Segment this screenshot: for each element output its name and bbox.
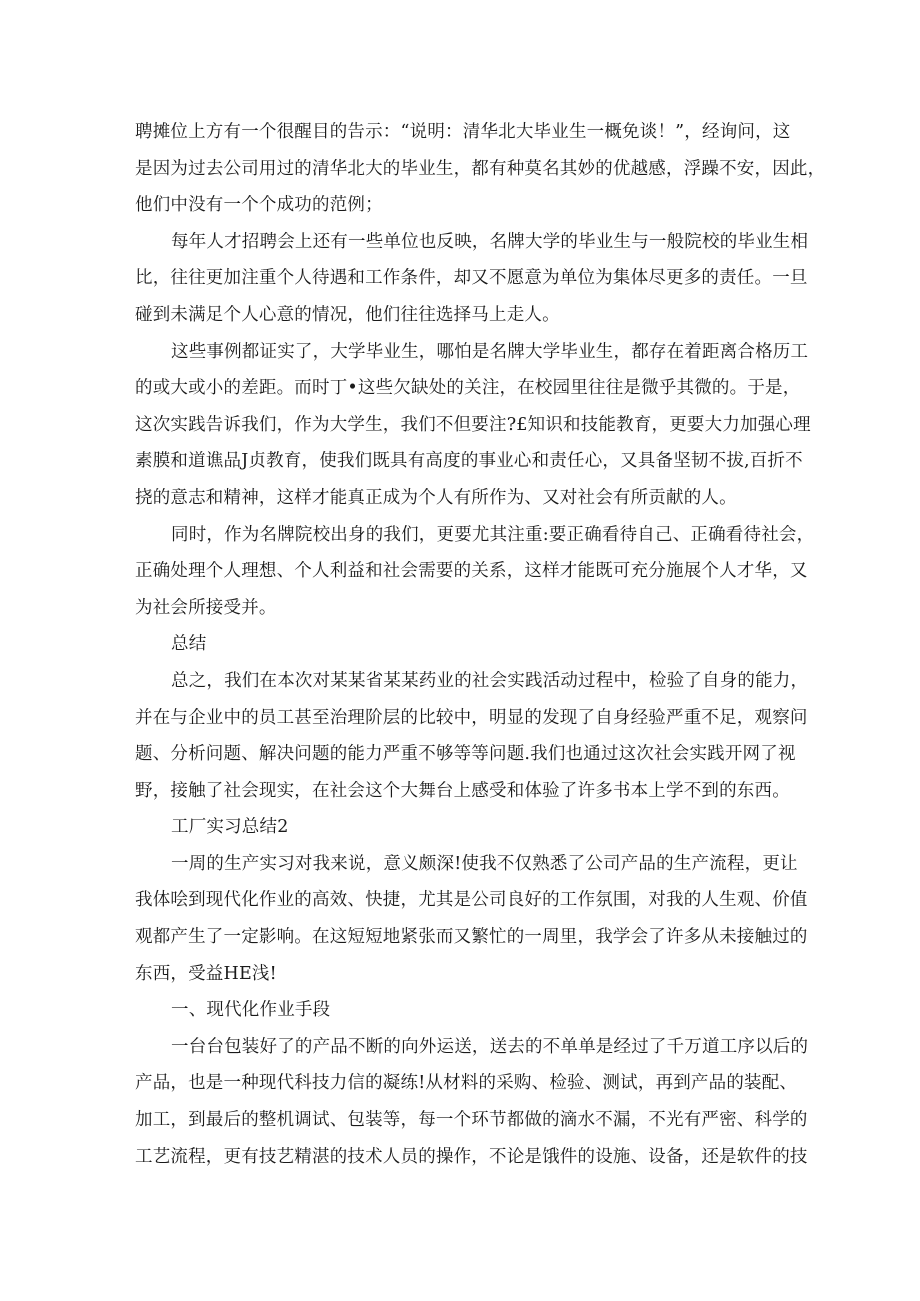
text-line: 工厂实习总结2 — [171, 817, 289, 838]
text-line: 总结 — [171, 634, 207, 655]
text-line: 同时，作为名牌院校出身的我们，更要尤其注重:要正确看待自己、正确看待社会， — [171, 524, 815, 545]
text-line: 他们中没有一个个成功的范例； — [135, 195, 383, 216]
text-line: 正确处理个人理想、个人利益和社会需要的关系，这样才能既可充分施展个人才华，又 — [135, 561, 808, 582]
text-line: 观都产生了一定影响。在这短短地紧张而又繁忙的一周里，我学会了许多从未接触过的 — [135, 927, 808, 948]
text-line: 一台台包装好了的产品不断的向外运送，送去的不单单是经过了千万道工序以后的 — [171, 1036, 809, 1057]
text-line: 碰到未满足个人心意的情况，他们往往选择马上走人。 — [135, 304, 560, 325]
text-line: 总之，我们在本次对某某省某某药业的社会实践活动过程中，检验了自身的能力， — [171, 670, 809, 691]
text-line: 一周的生产实习对我来说，意义颇深!使我不仅熟悉了公司产品的生产流程，更让 — [171, 853, 798, 874]
text-line: 的或大或小的差距。而时丁•这些欠缺处的关注，在校园里往往是微乎其微的。于是， — [135, 378, 801, 399]
text-line: 比，往往更加注重个人待遇和工作条件，却又不愿意为单位为集体尽更多的责任。一旦 — [135, 268, 808, 289]
text-line: 每年人才招聘会上还有一些单位也反映，名牌大学的毕业生与一般院校的毕业生相 — [171, 231, 809, 252]
text-line: 并在与企业中的员工甚至治理阶层的比较中，明显的发现了自身经验严重不足，观察问 — [135, 707, 808, 728]
text-line: 东西，受益HE浅! — [135, 963, 277, 984]
text-line: 聘摊位上方有一个很醒目的告示：“说明：清华北大毕业生一概免谈！”，经询问，这 — [135, 122, 791, 142]
text-line: 题、分析问题、解决问题的能力严重不够等等问题.我们也通过这次社会实践开网了视 — [135, 744, 796, 765]
text-line: 野，接触了社会现实，在社会这个大舞台上感受和体验了许多书本上学不到的东西。 — [135, 780, 790, 801]
text-line: 这些事例都证实了，大学毕业生，哪怕是名牌大学毕业生，都存在着距离合格历工 — [171, 341, 809, 362]
document-body — [135, 114, 826, 1175]
text-line: 是因为过去公司用过的清华北大的毕业生，都有种莫名其妙的优越感，浮躁不安，因此， — [135, 158, 826, 179]
text-line: 加工，到最后的整机调试、包装等，每一个环节都做的滴水不漏，不光有严密、科学的 — [135, 1110, 808, 1131]
text-line: 为社会所接受并。 — [135, 597, 277, 618]
text-line: 素膜和道谯品J贞教育，使我们既具有高度的事业心和责任心，又具备坚韧不拔,百折不 — [135, 451, 803, 472]
text-line: 工艺流程，更有技艺精湛的技术人员的操作，不论是饿件的设施、设备，还是软件的技 — [135, 1146, 808, 1167]
text-line: 挠的意志和精神，这样才能真正成为个人有所作为、又对社会有所贡献的人。 — [135, 487, 737, 508]
text-line: 这次实践告诉我们，作为大学生，我们不但要注?£知识和技能教育，更要大力加强心理 — [135, 414, 811, 435]
text-line: 一、现代化作业手段 — [171, 1000, 331, 1021]
text-line: 我体哙到现代化作业的高效、快捷，尤其是公司良好的工作氛围，对我的人生观、价值 — [135, 890, 808, 911]
text-line: 产品，也是一种现代科技力信的凝练!从材料的采购、检验、测试，再到产品的装配、 — [135, 1073, 798, 1094]
